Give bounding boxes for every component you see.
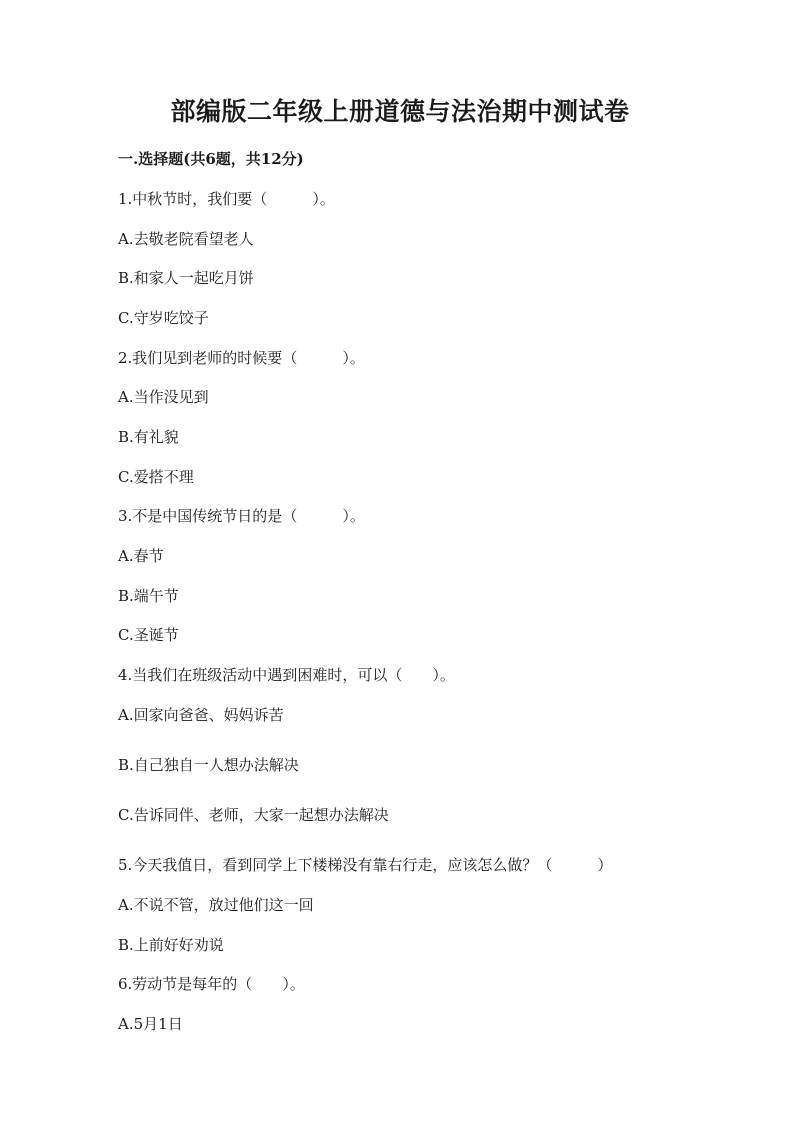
answer-option: A.5月1日 [118, 1015, 183, 1033]
answer-option: C.守岁吃饺子 [118, 309, 209, 327]
question-stem: 5.今天我值日，看到同学上下楼梯没有靠右行走，应该怎么做？（ ） [118, 856, 613, 874]
answer-option: B.和家人一起吃月饼 [118, 269, 254, 287]
answer-option: A.当作没见到 [118, 388, 209, 406]
answer-option: A.春节 [118, 547, 164, 565]
answer-option: B.上前好好劝说 [118, 936, 224, 954]
answer-option: B.端午节 [118, 587, 179, 605]
answer-option: C.圣诞节 [118, 626, 179, 644]
question-stem: 2.我们见到老师的时候要（ ）。 [118, 349, 365, 367]
page-title: 部编版二年级上册道德与法治期中测试卷 [170, 97, 630, 126]
answer-option: B.自己独自一人想办法解决 [118, 756, 299, 774]
question-stem: 1.中秋节时，我们要（ ）。 [118, 190, 335, 208]
question-stem: 3.不是中国传统节日的是（ ）。 [118, 507, 365, 525]
answer-option: A.去敬老院看望老人 [118, 230, 254, 248]
question-stem: 4.当我们在班级活动中遇到困难时，可以（ ）。 [118, 666, 455, 684]
answer-option: C.告诉同伴、老师，大家一起想办法解决 [118, 806, 389, 824]
answer-option: A.回家向爸爸、妈妈诉苦 [118, 706, 284, 724]
answer-option: B.有礼貌 [118, 428, 179, 446]
answer-option: A.不说不管，放过他们这一回 [118, 896, 314, 914]
section-heading: 一.选择题(共6题，共12分) [118, 150, 304, 168]
answer-option: C.爱搭不理 [118, 468, 194, 486]
question-stem: 6.劳动节是每年的（ ）。 [118, 975, 305, 993]
